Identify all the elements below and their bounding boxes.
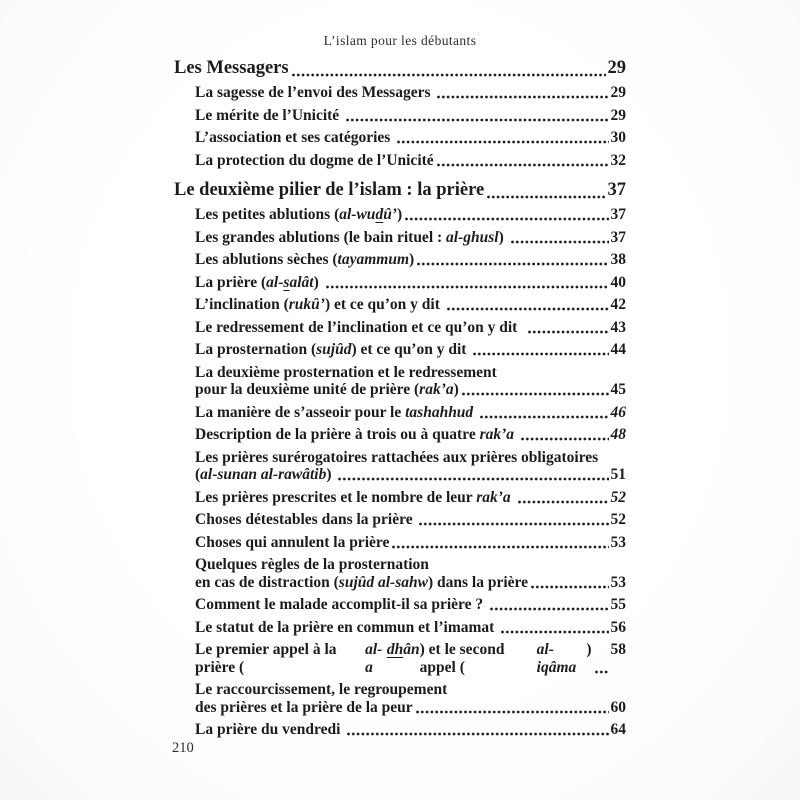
toc-entry-line (195, 721, 626, 739)
dotted-leader (521, 437, 609, 441)
toc-entry-text: Le raccourcissement, le regroupement (195, 681, 448, 698)
toc-entry-text: Le statut de la prière en commun et l’imamat (195, 618, 499, 636)
page-number: 37 (607, 180, 626, 200)
toc-entry (174, 84, 626, 102)
page-number: 64 (610, 721, 626, 738)
page-number: 52 (610, 488, 626, 506)
dotted-leader (347, 732, 608, 736)
toc-entry (174, 296, 626, 314)
toc-entry (174, 721, 626, 739)
toc-entry-text: ) (396, 206, 403, 223)
toc-heading (174, 180, 626, 201)
toc-entry-line (195, 699, 626, 717)
toc-entry-line (195, 274, 626, 292)
toc-entry-text (511, 489, 515, 507)
dotted-leader (473, 352, 608, 356)
toc-entry-text: Les grandes ablutions (le bain rituel : (195, 228, 447, 246)
dotted-leader (346, 118, 608, 122)
toc-entry-text: ) (453, 381, 459, 398)
toc-entry-text: Les prières surérogatoires rattachées aux prières obligatoires (195, 448, 599, 466)
page-number: 40 (610, 273, 626, 291)
toc-entry-text: rukû’ (288, 296, 325, 313)
page-number: 43 (610, 318, 626, 336)
dotted-leader (397, 140, 608, 144)
page-number: 53 (610, 533, 626, 551)
toc-entry-line (195, 229, 626, 247)
page-number: 60 (610, 698, 626, 716)
toc-entry-line (195, 296, 626, 314)
page-number: 42 (610, 296, 626, 313)
page-number: 45 (610, 381, 626, 398)
page-number: 56 (610, 618, 626, 636)
toc-entry-line (195, 534, 626, 552)
toc-entry-line (195, 681, 626, 699)
page-number: 29 (610, 106, 626, 124)
dotted-leader (416, 710, 609, 714)
toc-entry-text: ) (313, 273, 323, 291)
dotted-leader (326, 285, 609, 289)
toc-entry-text: pour la deuxième unité de prière ( (195, 381, 420, 398)
dotted-leader (392, 545, 608, 549)
toc-entry-line (195, 319, 626, 337)
toc-entry-line (195, 641, 626, 676)
toc-entry-text: Le redressement de l’inclination et ce qu’on y dit (195, 318, 526, 336)
toc-entry-line (195, 364, 626, 382)
toc-entry (174, 107, 626, 125)
toc-entry-text: ) (586, 641, 592, 658)
running-header-book-title: L’islam pour les débutants (323, 33, 477, 48)
toc-entry (174, 206, 626, 224)
toc-entry-text: ) (326, 466, 336, 483)
toc-entry-text: ) (498, 228, 508, 246)
page-number: 29 (610, 84, 626, 101)
toc-entry (174, 449, 626, 484)
toc-entry (174, 152, 626, 170)
toc-entry-text: al-ghusl (446, 228, 499, 246)
toc-entry-line (195, 426, 626, 444)
toc-entry (174, 511, 626, 529)
toc-entry-line (174, 180, 626, 201)
toc-entry (174, 619, 626, 637)
toc-entry-text (514, 426, 518, 444)
toc-entry (174, 319, 626, 337)
toc-entry-line (195, 511, 626, 529)
folio-page-number: 210 (172, 740, 194, 756)
page-number: 38 (610, 251, 626, 268)
page-number: 37 (610, 228, 626, 246)
toc-entry-text (473, 404, 477, 422)
page-number: 46 (610, 403, 626, 421)
toc-entry-text: en cas de distraction ( (195, 573, 339, 591)
toc-entry-text: al- (266, 273, 284, 291)
toc-entry-text: La deuxième prosternation et le redressement (195, 363, 497, 381)
toc-entry-text: La prière du vendredi (195, 721, 345, 738)
toc-entry-text: û’ (383, 206, 397, 223)
toc-entry-text: s (283, 273, 290, 291)
toc-entry (174, 129, 626, 147)
toc-entry-text: Description de la prière à trois ou à quatre (195, 426, 480, 443)
toc-entry-text: L’inclination ( (195, 296, 289, 313)
toc-entry-line (195, 556, 626, 574)
toc-entry (174, 404, 626, 422)
toc-entry-text: sujûd al-sahw (338, 573, 428, 591)
dotted-leader (518, 500, 609, 504)
toc-entry-text: L’association et ses catégories (195, 129, 395, 146)
toc-heading (174, 58, 626, 79)
toc-entry-text: alât (289, 273, 314, 291)
toc-entry (174, 681, 626, 716)
dotted-leader (417, 262, 608, 266)
page-number: 58 (610, 641, 627, 658)
page-number: 53 (610, 573, 626, 591)
toc-entry-text: Le deuxième pilier de l’islam : la prière (174, 180, 485, 200)
toc-entry-text: rak’a (479, 426, 515, 443)
toc-entry-text: Le mérite de l’Unicité (195, 106, 344, 124)
toc-entry (174, 641, 626, 676)
page-number: 55 (610, 596, 626, 613)
toc-entry-text: ) (409, 251, 415, 268)
toc-entry-text: Le premier appel à la prière ( (195, 641, 341, 676)
dotted-leader (511, 240, 609, 244)
toc-entry (174, 341, 626, 359)
toc-entry-text: La manière de s’asseoir pour le (195, 403, 406, 421)
toc-entry-text: La protection du dogme de l’Unicité (195, 151, 434, 169)
toc-entry-text: Les petites ablutions ( (195, 206, 340, 223)
toc-entry-text: La prière ( (195, 273, 267, 291)
toc-entry-text: Choses détestables dans la prière (195, 511, 417, 528)
dotted-leader (437, 163, 609, 167)
toc-entry (174, 489, 626, 507)
toc-entry-text: Les ablutions sèches ( (195, 251, 338, 268)
toc-entry-text: al-wu (339, 206, 376, 223)
toc-entry-line (195, 129, 626, 147)
toc-entry (174, 534, 626, 552)
dotted-leader (419, 522, 608, 526)
page-number: 52 (610, 511, 626, 528)
page-number: 30 (610, 129, 626, 146)
toc-entry-line (195, 381, 626, 399)
toc-entry-text: d (375, 206, 384, 223)
dotted-leader (490, 607, 609, 611)
toc-entry-line (174, 58, 626, 79)
toc-entry-text: tashahhud (405, 403, 474, 421)
toc-entry-line (195, 574, 626, 592)
dotted-leader (528, 330, 608, 334)
toc-entry-text: ( (195, 466, 201, 483)
toc-entry-text: ) et ce qu’on y dit (351, 341, 471, 358)
toc-entry-text: La sagesse de l’envoi des Messagers (195, 84, 435, 101)
dotted-leader (338, 477, 608, 481)
toc-entry-text: tayammum (337, 251, 410, 268)
page-number: 48 (610, 426, 626, 443)
toc-entry (174, 229, 626, 247)
page-number: 32 (610, 151, 626, 169)
toc-entry-text: al-iqâma (536, 641, 577, 676)
toc-entry-text: sujûd (316, 341, 352, 358)
toc-entry-text: al-sunan al-rawâtib (200, 466, 327, 483)
toc-entry (174, 364, 626, 399)
toc-entry-line (195, 206, 626, 224)
toc-entry-text: al-a (365, 641, 383, 676)
dotted-leader (437, 95, 608, 99)
toc-entry-text: Choses qui annulent la prière (195, 533, 390, 551)
dotted-leader (501, 630, 608, 634)
dotted-leader (405, 217, 608, 221)
toc-entry-line (195, 596, 626, 614)
page-number: 44 (610, 341, 626, 358)
toc-entry (174, 556, 626, 591)
toc-entry-line (195, 489, 626, 507)
page-number: 51 (610, 466, 626, 483)
toc-entry-text: ) et ce qu’on y dit (324, 296, 444, 313)
dotted-leader (292, 73, 606, 77)
toc-entry-line (195, 466, 626, 484)
toc-entry-line (195, 84, 626, 102)
dotted-leader (462, 392, 609, 396)
toc-entry-line (195, 251, 626, 269)
toc-entry (174, 426, 626, 444)
table-of-contents (174, 58, 626, 744)
toc-entry-text: dh (386, 641, 404, 658)
toc-entry-text: ) et le second appel ( (419, 641, 509, 676)
toc-entry-text: Les prières prescrites et le nombre de leur (195, 488, 477, 506)
dotted-leader (595, 670, 609, 674)
dotted-leader (487, 195, 605, 199)
toc-entry-text: La prosternation ( (195, 341, 317, 358)
toc-entry-text: rak’a (476, 488, 511, 506)
toc-entry-text: Quelques règles de la prosternation (195, 556, 429, 573)
toc-entry-text: ) dans la prière (427, 573, 528, 591)
page-number: 37 (610, 206, 626, 223)
dotted-leader (480, 415, 608, 419)
toc-entry-line (195, 449, 626, 467)
toc-entry-text: Les Messagers (174, 58, 289, 78)
toc-entry-line (195, 404, 626, 422)
page-number: 29 (607, 58, 626, 78)
dotted-leader (531, 585, 609, 589)
toc-entry-line (195, 341, 626, 359)
toc-entry (174, 596, 626, 614)
toc-entry-text: rak’a (419, 381, 454, 398)
toc-entry-text: Comment le malade accomplit-il sa prière ? (195, 596, 487, 613)
toc-entry-text: ân (403, 641, 420, 658)
dotted-leader (447, 307, 609, 311)
toc-entry-line (195, 619, 626, 637)
toc-entry (174, 274, 626, 292)
toc-entry-text: des prières et la prière de la peur (195, 698, 413, 716)
toc-entry-line (195, 107, 626, 125)
toc-entry-line (195, 152, 626, 170)
toc-entry (174, 251, 626, 269)
